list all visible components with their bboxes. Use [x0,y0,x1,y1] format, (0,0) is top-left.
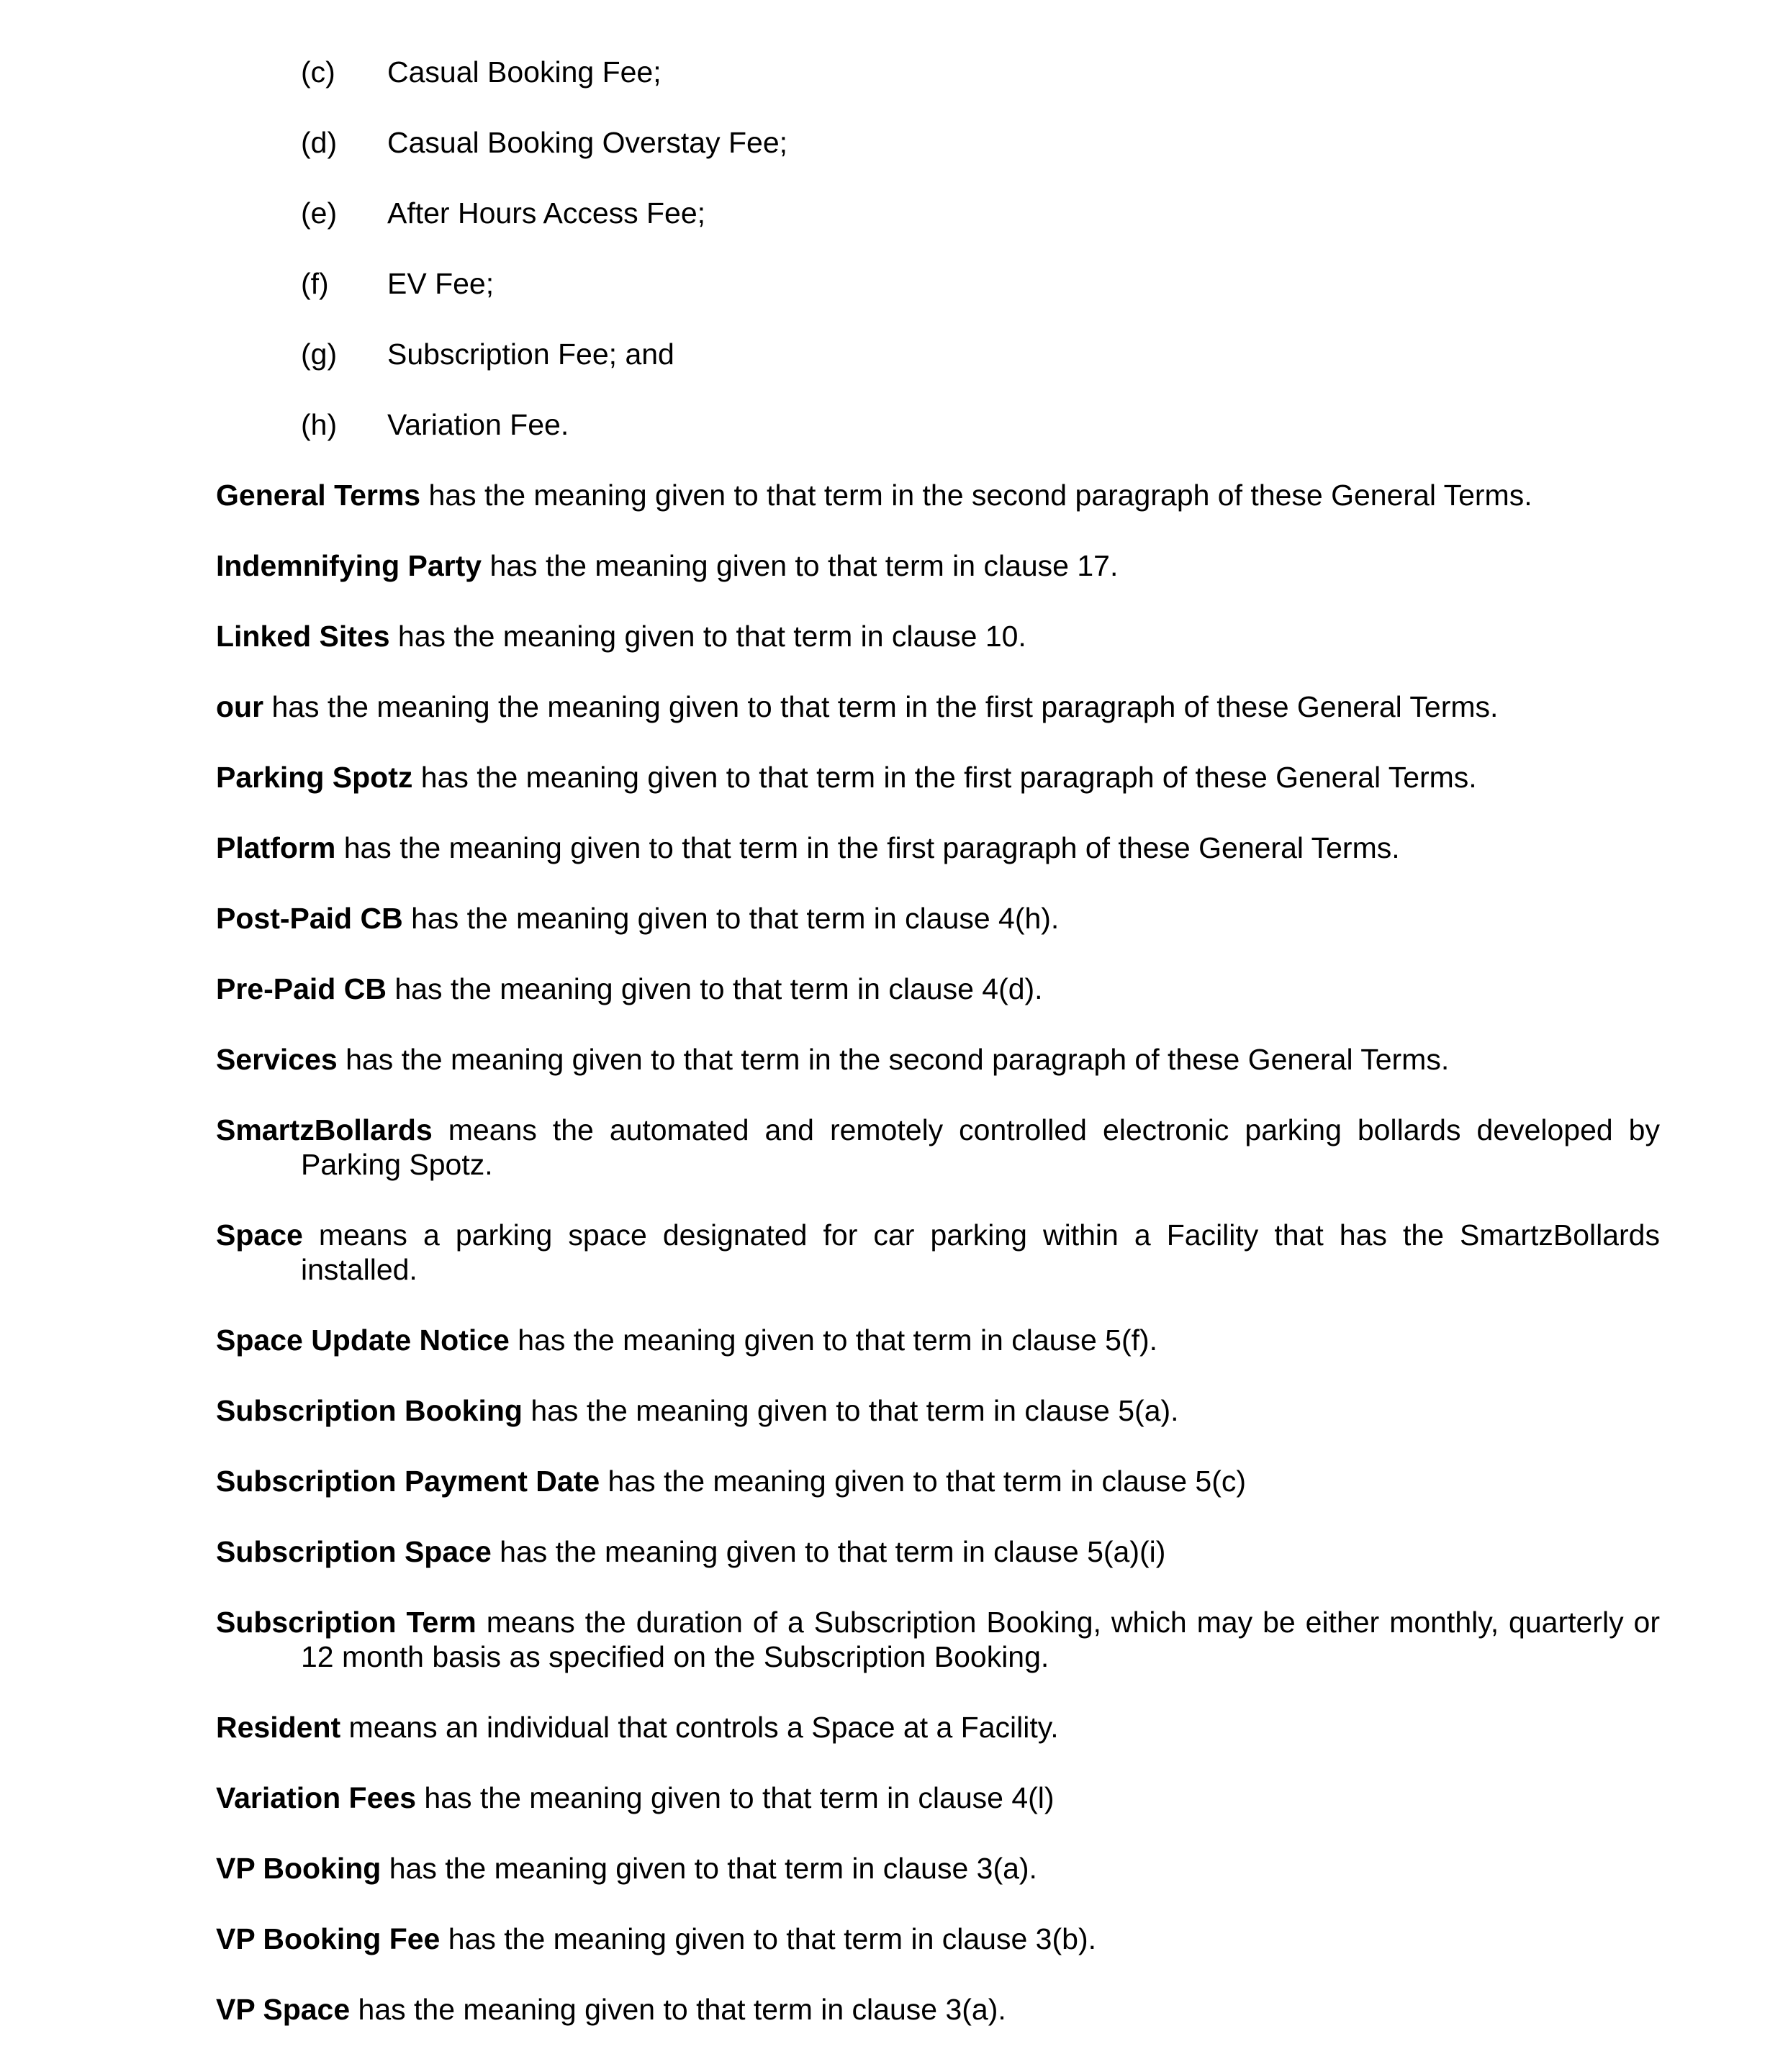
sub-item-text: Casual Booking Overstay Fee; [387,126,788,159]
definition [216,1393,1575,1428]
definition [216,619,1575,653]
definition [216,1464,1575,1498]
definition-text: has the meaning given to that term in clause 3(b). [440,1922,1096,1955]
definition-term: Linked Sites [216,620,390,653]
definition [216,689,1575,724]
definition-term: VP Booking Fee [216,1922,441,1955]
definition-text: has the meaning given to that term in clause 5(c) [600,1465,1247,1498]
definition-text: has the meaning given to that term in clause 17. [482,549,1119,582]
definition-term: Indemnifying Party [216,549,482,582]
definition-text: has the meaning given to that term in clause 10. [389,620,1026,653]
definition-term: Subscription Payment Date [216,1465,600,1498]
definition-text: has the meaning the meaning given to that term in the first paragraph of these General Terms. [263,690,1499,723]
definition [216,1113,1660,1182]
definition [216,972,1575,1006]
definition-text: has the meaning given to that term in the first paragraph of these General Terms. [412,761,1477,794]
sub-item-text: After Hours Access Fee; [387,196,706,230]
sub-item-text: Casual Booking Fee; [387,55,662,89]
definition-term: Resident [216,1711,341,1744]
definition-text: has the meaning given to that term in clause 5(f). [509,1324,1158,1357]
definition [216,1218,1660,1287]
definition-text: has the meaning given to that term in the second paragraph of these General Terms. [337,1043,1450,1076]
definition-text: has the meaning given to that term in clause 4(h). [402,902,1060,935]
sub-item-marker: (d) [301,126,338,159]
sub-item [301,337,674,371]
definition [216,1992,1575,2027]
definition-text: means a parking space designated for car parking within a Facility that has the SmartzBollards installed. [301,1218,1660,1286]
definition [216,1851,1575,1886]
sub-item-text: Variation Fee. [387,408,569,441]
definition-term: VP Space [216,1993,351,2026]
definition-text: means the duration of a Subscription Booking, which may be either monthly, quarterly or 12 month basis as specified on the Subscription Booking. [301,1606,1660,1673]
sub-item-text: EV Fee; [387,267,495,300]
definition-text: has the meaning given to that term in clause 4(l) [416,1781,1055,1814]
definition-term: Parking Spotz [216,761,413,794]
sub-item-marker: (c) [301,55,335,89]
definition-term: Space [216,1218,303,1252]
sub-item [301,196,705,230]
definition-term: Space Update Notice [216,1324,510,1357]
definition [216,1042,1575,1077]
definition [216,1710,1575,1745]
sub-item-marker: (h) [301,408,338,441]
sub-item [301,125,787,160]
definition-text: has the meaning given to that term in clause 3(a). [350,1993,1006,2026]
definition [216,901,1575,936]
sub-item [301,266,494,301]
definition [216,1605,1660,1674]
definition-term: Post-Paid CB [216,902,403,935]
sub-item-marker: (e) [301,196,338,230]
definition-term: Subscription Space [216,1535,492,1568]
definition-term: General Terms [216,479,421,512]
definition [216,1781,1575,1815]
definition-text: has the meaning given to that term in clause 5(a). [522,1394,1179,1427]
definition [216,1922,1575,1956]
definition-term: Variation Fees [216,1781,417,1814]
sub-item-text: Subscription Fee; and [387,338,674,371]
definition [216,1323,1575,1357]
definition-term: SmartzBollards [216,1113,433,1146]
definition-text: has the meaning given to that term in the second paragraph of these General Terms. [420,479,1532,512]
definition-term: our [216,690,264,723]
sub-item [301,55,662,89]
definition-text: has the meaning given to that term in clause 3(a). [381,1852,1037,1885]
sub-item-marker: (g) [301,338,338,371]
definition-text: has the meaning given to that term in the first paragraph of these General Terms. [335,831,1400,864]
definition-term: Services [216,1043,338,1076]
definition [216,831,1575,865]
sub-item-marker: (f) [301,267,329,300]
definition [216,1534,1575,1569]
definition [216,478,1575,512]
definition-text: means an individual that controls a Space at a Facility. [340,1711,1059,1744]
definition [216,548,1575,583]
definition-text: has the meaning given to that term in clause 5(a)(i) [491,1535,1166,1568]
definition-term: Subscription Booking [216,1394,523,1427]
definition [216,760,1575,795]
definition-term: Pre-Paid CB [216,972,387,1005]
sub-item [301,407,569,442]
definition-term: Platform [216,831,336,864]
definition-text: means the automated and remotely controlled electronic parking bollards developed by Parking Spotz. [301,1113,1660,1181]
definition-term: VP Booking [216,1852,381,1885]
definition-text: has the meaning given to that term in clause 4(d). [386,972,1043,1005]
definition-term: Subscription Term [216,1606,477,1639]
